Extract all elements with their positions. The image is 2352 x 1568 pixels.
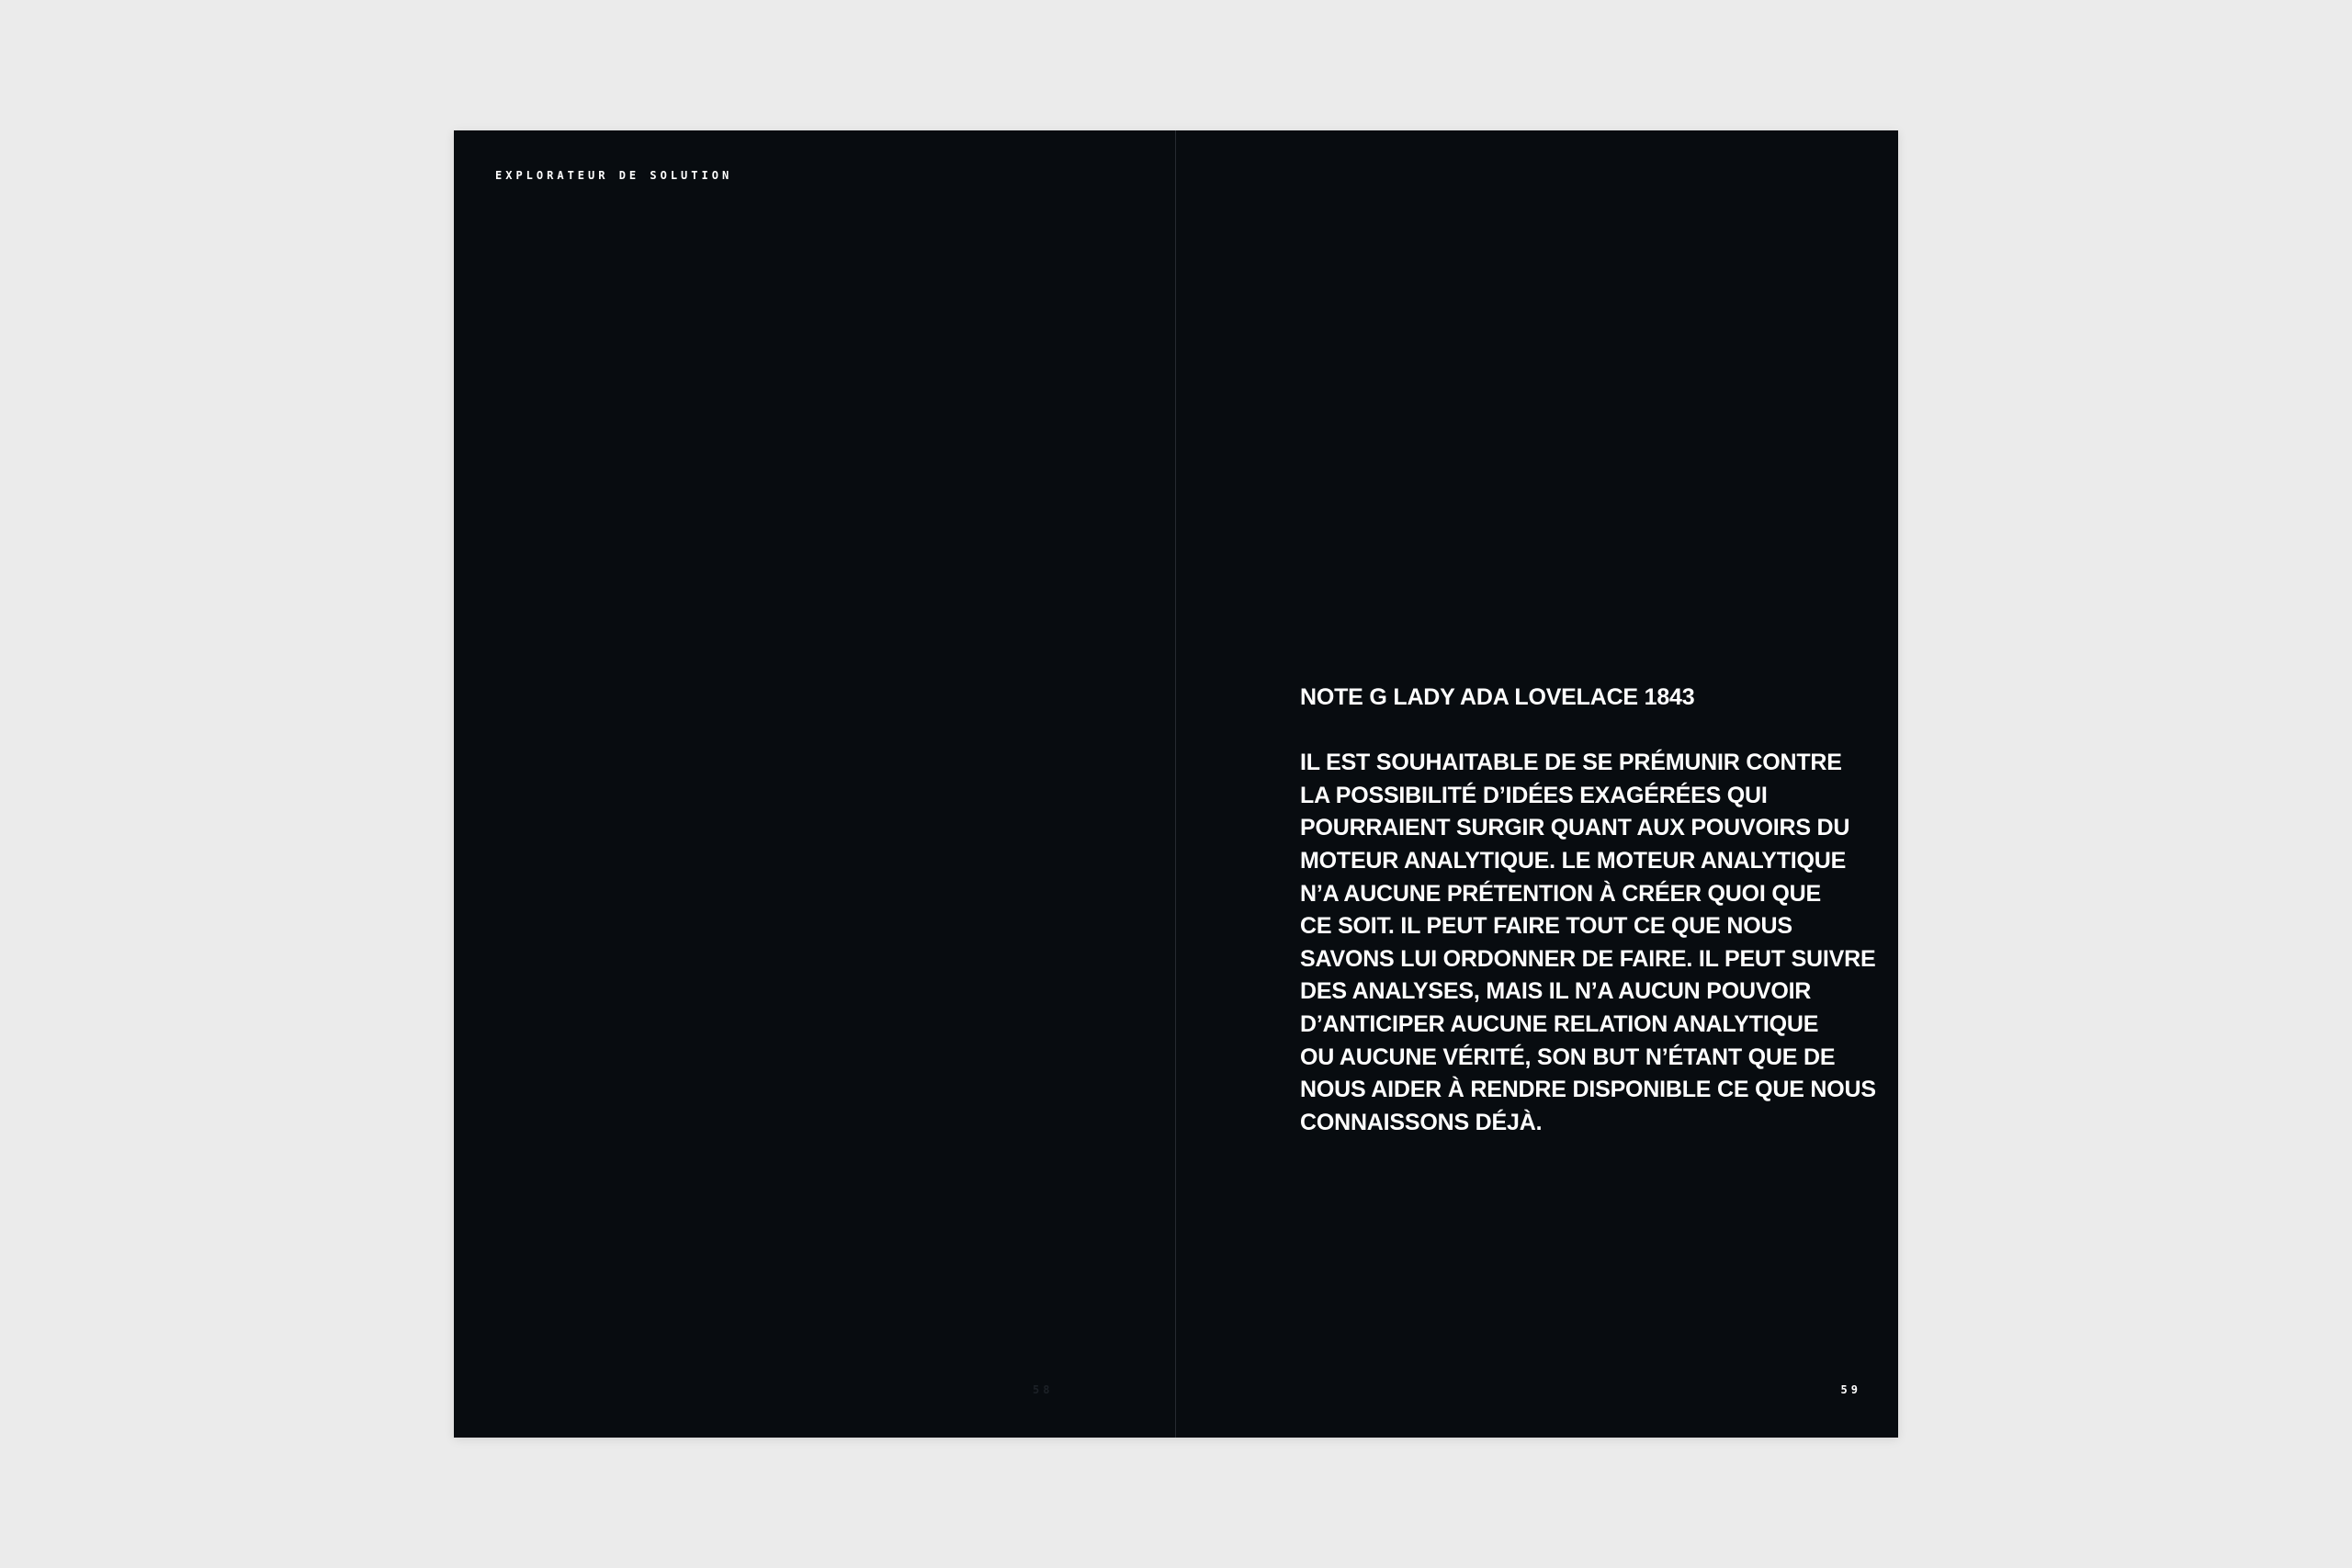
quote-block <box>1300 682 1876 1139</box>
quote-line: NOUS AIDER À RENDRE DISPONIBLE CE QUE NOUS <box>1300 1077 1876 1103</box>
quote-line: CONNAISSONS DÉJÀ. <box>1300 1109 1543 1135</box>
quote-line: MOTEUR ANALYTIQUE. LE MOTEUR ANALYTIQUE <box>1300 847 1847 874</box>
quote-line: SAVONS LUI ORDONNER DE FAIRE. IL PEUT SUIVRE <box>1300 945 1876 972</box>
quote-line: IL EST SOUHAITABLE DE SE PRÉMUNIR CONTRE <box>1300 750 1842 776</box>
page-number-right: 59 <box>1840 1383 1861 1396</box>
right-page <box>1176 130 1898 1438</box>
quote-body <box>1300 747 1876 1139</box>
quote-line: OU AUCUNE VÉRITÉ, SON BUT N’ÉTANT QUE DE <box>1300 1043 1836 1070</box>
page-number-left: 58 <box>1033 1383 1054 1396</box>
book-spread <box>454 130 1898 1438</box>
quote-line: CE SOIT. IL PEUT FAIRE TOUT CE QUE NOUS <box>1300 913 1792 940</box>
quote-title: NOTE G LADY ADA LOVELACE 1843 <box>1300 684 1695 710</box>
quote-line: D’ANTICIPER AUCUNE RELATION ANALYTIQUE <box>1300 1010 1819 1037</box>
running-head: EXPLORATEUR DE SOLUTION <box>495 169 733 182</box>
quote-line: LA POSSIBILITÉ D’IDÉES EXAGÉRÉES QUI <box>1300 782 1768 808</box>
quote-line: DES ANALYSES, MAIS IL N’A AUCUN POUVOIR <box>1300 978 1812 1005</box>
left-page <box>454 130 1175 1438</box>
quote-line: N’A AUCUNE PRÉTENTION À CRÉER QUOI QUE <box>1300 880 1821 907</box>
quote-line: POURRAIENT SURGIR QUANT AUX POUVOIRS DU <box>1300 815 1850 841</box>
